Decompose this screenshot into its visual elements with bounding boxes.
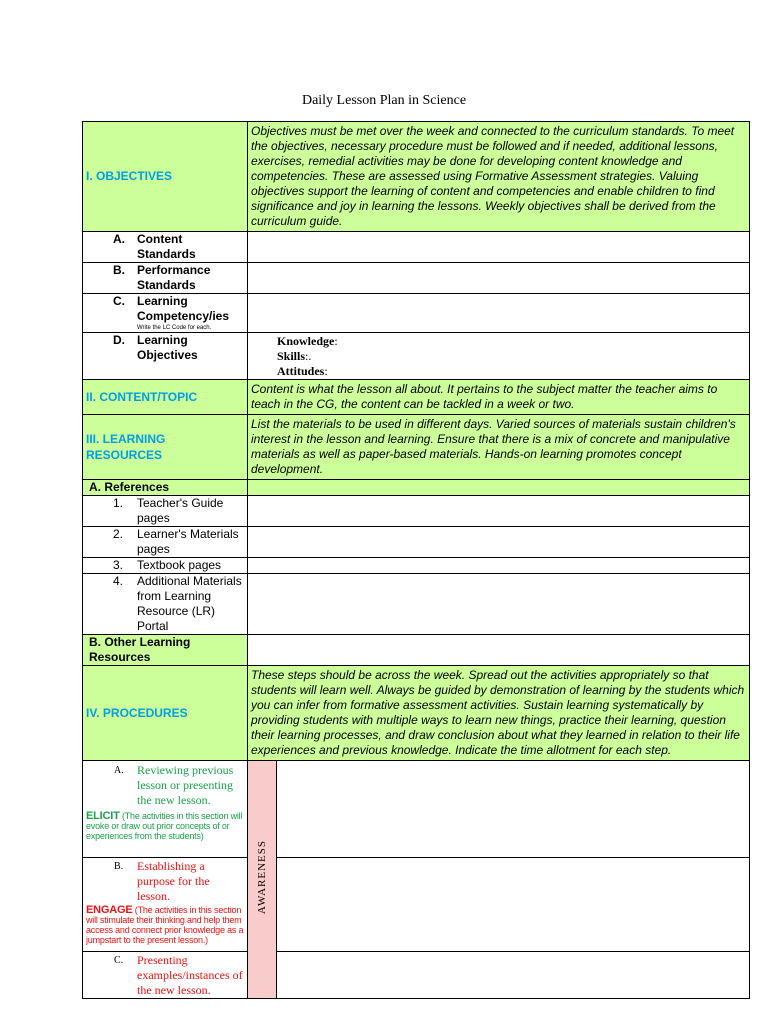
textbook-row: 3. Textbook pages (83, 558, 248, 574)
performance-standards-label: Performance Standards (137, 263, 211, 292)
learning-competency-field[interactable] (248, 294, 750, 333)
procedure-a-field[interactable] (277, 761, 750, 858)
resources-heading: III. LEARNING RESOURCES (83, 415, 248, 480)
teachers-guide-label: Teacher's Guide pages (137, 496, 224, 525)
procedure-b-field[interactable] (277, 858, 750, 952)
performance-standards-row: B. Performance Standards (83, 263, 248, 294)
objectives-note: Objectives must be met over the week and connected to the curriculum standards. To meet the objectives, necessary procedure must be followed and if needed, additional lessons, exercises, remedial activities may be done for developing content knowledge and competencies. These are assessed using Formative Assessment strategies. Valuing objectives support the learning of content and competencies and enable children to find significance and joy in learning the lessons. Weekly objectives shall be derived from the curriculum guide. (248, 122, 750, 232)
learning-competency-row: C. Learning Competency/ies Write the LC Code for each. (83, 294, 248, 333)
other-resources-field[interactable] (248, 635, 750, 666)
awareness-column (248, 761, 277, 999)
learning-competency-label: Learning Competency/ies (137, 294, 230, 323)
teachers-guide-field[interactable] (248, 496, 750, 527)
learning-objectives-field[interactable]: Knowledge: Skills:. Attitudes: (248, 333, 750, 380)
learning-objectives-label: Learning Objectives (137, 333, 198, 362)
awareness-label: AWARENESS (255, 840, 268, 915)
objectives-heading: I. OBJECTIVES (83, 122, 248, 232)
content-note: Content is what the lesson all about. It pertains to the subject matter the teacher aims to teach in the CG, the content can be tackled in a week or two. (248, 380, 750, 415)
learners-materials-row: 2. Learner's Materials pages (83, 527, 248, 558)
additional-materials-field[interactable] (248, 574, 750, 635)
attitudes-label: Attitudes (277, 364, 325, 378)
content-standards-field[interactable] (248, 232, 750, 263)
learners-materials-label: Learner's Materials pages (137, 527, 239, 556)
procedure-b-row: B. Establishing a purpose for the lesson. ENGAGE (The activities in this section will stimulate their thinking and help them access and connect prior knowledge as a jumpstart to the present lesson.) (83, 858, 248, 952)
procedure-c-label: Presenting examples/instances of the new lesson. (137, 953, 243, 997)
content-standards-label: Content Standards (137, 232, 196, 261)
engage-description: ENGAGE (The activities in this section will stimulate their thinking and help them access and connect prior knowledge as a jumpstart to the present lesson.) (86, 904, 244, 945)
procedures-heading: IV. PROCEDURES (83, 666, 248, 761)
resources-note: List the materials to be used in different days. Varied sources of materials sustain children's interest in the lesson and learning. Ensure that there is a mix of concrete and manipulative materials as well as paper-based materials. Hands-on learning promotes concept development. (248, 415, 750, 480)
references-heading: A. References (83, 480, 248, 496)
content-heading: II. CONTENT/TOPIC (83, 380, 248, 415)
procedures-note: These steps should be across the week. Spread out the activities appropriately so that students will learn well. Always be guided by demonstration of learning by the students which you can infer from formative assessment activities. Sustain learning systematically by providing students with multiple ways to learn new things, practice their learning, question their learning processes, and draw conclusion about what they learned in relation to their life experiences and previous knowledge. Indicate the time allotment for each step. (248, 666, 750, 761)
procedure-c-row: C. Presenting examples/instances of the new lesson. (83, 952, 248, 999)
procedure-c-field[interactable] (277, 952, 750, 999)
procedure-b-label: Establishing a purpose for the lesson. (137, 859, 210, 903)
procedure-a-row: A. Reviewing previous lesson or presenting the new lesson. ELICIT (The activities in this section will evoke or draw out prior concepts of or experiences from the students) (83, 761, 248, 858)
other-resources-heading: B. Other Learning Resources (83, 635, 248, 666)
additional-materials-label: Additional Materials from Learning Resource (LR) Portal (137, 574, 242, 633)
additional-materials-row: 4. Additional Materials from Learning Resource (LR) Portal (83, 574, 248, 635)
page-title: Daily Lesson Plan in Science (301, 93, 467, 108)
performance-standards-field[interactable] (248, 263, 750, 294)
elicit-keyword: ELICIT (86, 810, 120, 822)
lesson-plan-table (82, 121, 750, 999)
textbook-field[interactable] (248, 558, 750, 574)
teachers-guide-row: 1. Teacher's Guide pages (83, 496, 248, 527)
lc-code-hint: Write the LC Code for each. (137, 325, 212, 331)
procedure-a-label: Reviewing previous lesson or presenting the new lesson. (137, 763, 234, 807)
engage-keyword: ENGAGE (86, 904, 133, 916)
learners-materials-field[interactable] (248, 527, 750, 558)
content-standards-row: A. Content Standards (83, 232, 248, 263)
skills-label: Skills (277, 349, 306, 363)
elicit-description: ELICIT (The activities in this section will evoke or draw out prior concepts of or experiences from the students) (86, 810, 243, 841)
references-field (248, 480, 750, 496)
knowledge-label: Knowledge (277, 334, 335, 348)
textbook-label: Textbook pages (137, 558, 222, 572)
learning-objectives-row: D. Learning Objectives (83, 333, 248, 380)
